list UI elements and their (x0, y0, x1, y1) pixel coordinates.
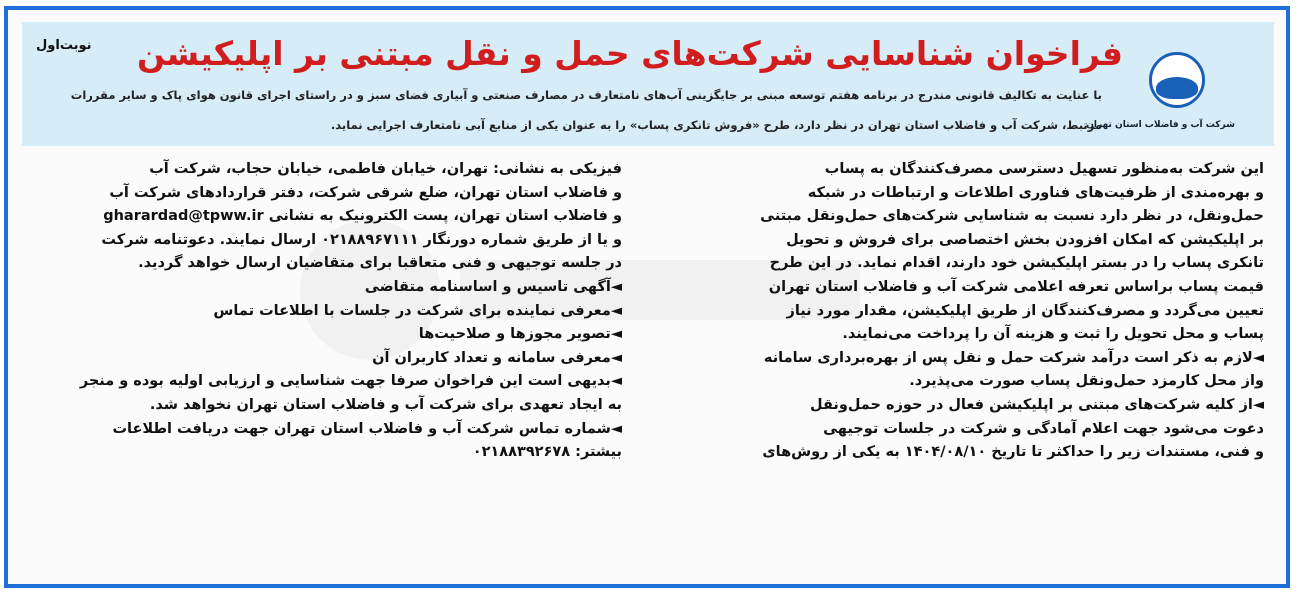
paragraph-line: و یا از طریق شماره دورنگار ۰۲۱۸۸۹۶۷۱۱۱ ارسال نمایند. دعوتنامه شرکت (101, 231, 622, 248)
paragraph-line: ◄شماره تماس شرکت آب و فاضلاب استان تهران جهت دریافت اطلاعات (112, 420, 622, 437)
paragraph-line: حمل‌ونقل، در نظر دارد نسبت به شناسایی شرکت‌های حمل‌ونقل مبتنی (760, 208, 1264, 225)
left-column (32, 158, 622, 465)
paragraph-line: فیزیکی به نشانی: تهران، خیابان فاطمی، خیابان حجاب، شرکت آب (149, 161, 622, 177)
paragraph-line: در جلسه توجیهی و فنی متعاقبا برای متقاضیان ارسال خواهد گردید. (138, 255, 622, 272)
list-item: ◄معرفی سامانه و تعداد کاربران آن (372, 349, 622, 366)
list-item: ◄تصویر مجوزها و صلاحیت‌ها (418, 326, 622, 343)
paragraph-line: این شرکت به‌منظور تسهیل دسترسی مصرف‌کنندگان به پساب (824, 161, 1264, 177)
wave-icon (1156, 77, 1198, 99)
organization-logo (1086, 30, 1265, 140)
paragraph-line: قیمت پساب براساس تعرفه اعلامی شرکت آب و فاضلاب استان تهران (768, 278, 1264, 295)
right-column (624, 158, 1264, 465)
organization-name: شرکت آب و فاضلاب استان تهران (1086, 120, 1235, 130)
intro-line-1: با عنایت به تکالیف قانونی مندرج در برنامه هفتم توسعه مبنی بر جایگزینی آب‌های نامتعارف در مصارف صنعتی و آبیاری فضای سبز و در راستای اجرای قانون هوای پاک و سایر مقررات (70, 88, 1102, 102)
edition-label: نوبت‌اول (36, 38, 92, 53)
paragraph-line: واز محل کارمزد حمل‌ونقل پساب صورت می‌پذیرد. (909, 373, 1264, 390)
paragraph-line: بر اپلیکیشن که امکان افزودن بخش اختصاصی برای فروش و تحویل (786, 231, 1264, 248)
paragraph-line: و فنی، مستندات زیر را حداکثر تا تاریخ ۱۴۰۴/۰۸/۱۰ به یکی از روش‌های (762, 444, 1264, 461)
paragraph-line: و بهره‌مندی از ظرفیت‌های فناوری اطلاعات و ارتباطات در شبکه (807, 184, 1264, 201)
paragraph-line: و فاضلاب استان تهران، ضلع شرقی شرکت، دفتر قراردادهای شرکت آب (109, 184, 622, 201)
water-drop-icon (1149, 52, 1205, 108)
paragraph-line: بیشتر: ۰۲۱۸۸۳۹۲۶۷۸ (472, 444, 622, 461)
paragraph-line: تعیین می‌گردد و مصرف‌کنندگان از طریق اپلیکیشن، مقدار مورد نیاز (786, 302, 1264, 319)
paragraph-line: ◄از کلیه شرکت‌های مبتنی بر اپلیکیشن فعال در حوزه حمل‌ونقل (810, 396, 1264, 413)
page-title: فراخوان شناسایی شرکت‌های حمل و نقل مبتنی بر اپلیکیشن (136, 34, 1124, 73)
list-item: ◄معرفی نماینده برای شرکت در جلسات با اطلاعات تماس (213, 302, 622, 319)
list-item: ◄آگهی تاسیس و اساسنامه متقاضی (364, 278, 622, 295)
paragraph-line: تانکری پساب را در بستر اپلیکیشن خود دارند، اقدام نماید. در این طرح (769, 255, 1264, 272)
paragraph-line: دعوت می‌شود جهت اعلام آمادگی و شرکت در جلسات توجیهی (823, 420, 1264, 437)
intro-line-2: مرتبط، شرکت آب و فاضلاب استان تهران در نظر دارد، طرح «فروش تانکری پساب» را به عنوان یکی از منابع آبی نامتعارف اجرایی نماید. (330, 118, 1102, 132)
paragraph-line: و فاضلاب استان تهران، پست الکترونیک به نشانی gharardad@tpww.ir (103, 208, 622, 225)
paragraph-line: به ایجاد تعهدی برای شرکت آب و فاضلاب استان تهران نخواهد شد. (149, 396, 622, 413)
paragraph-line: پساب و محل تحویل را ثبت و هزینه آن را پرداخت می‌نمایند. (842, 326, 1264, 343)
paragraph-line: ◄بدیهی است این فراخوان صرفا جهت شناسایی و ارزیابی اولیه بوده و منجر (79, 373, 622, 390)
paragraph-line: ◄لازم به ذکر است درآمد شرکت حمل و نقل پس از بهره‌برداری سامانه (763, 349, 1264, 366)
